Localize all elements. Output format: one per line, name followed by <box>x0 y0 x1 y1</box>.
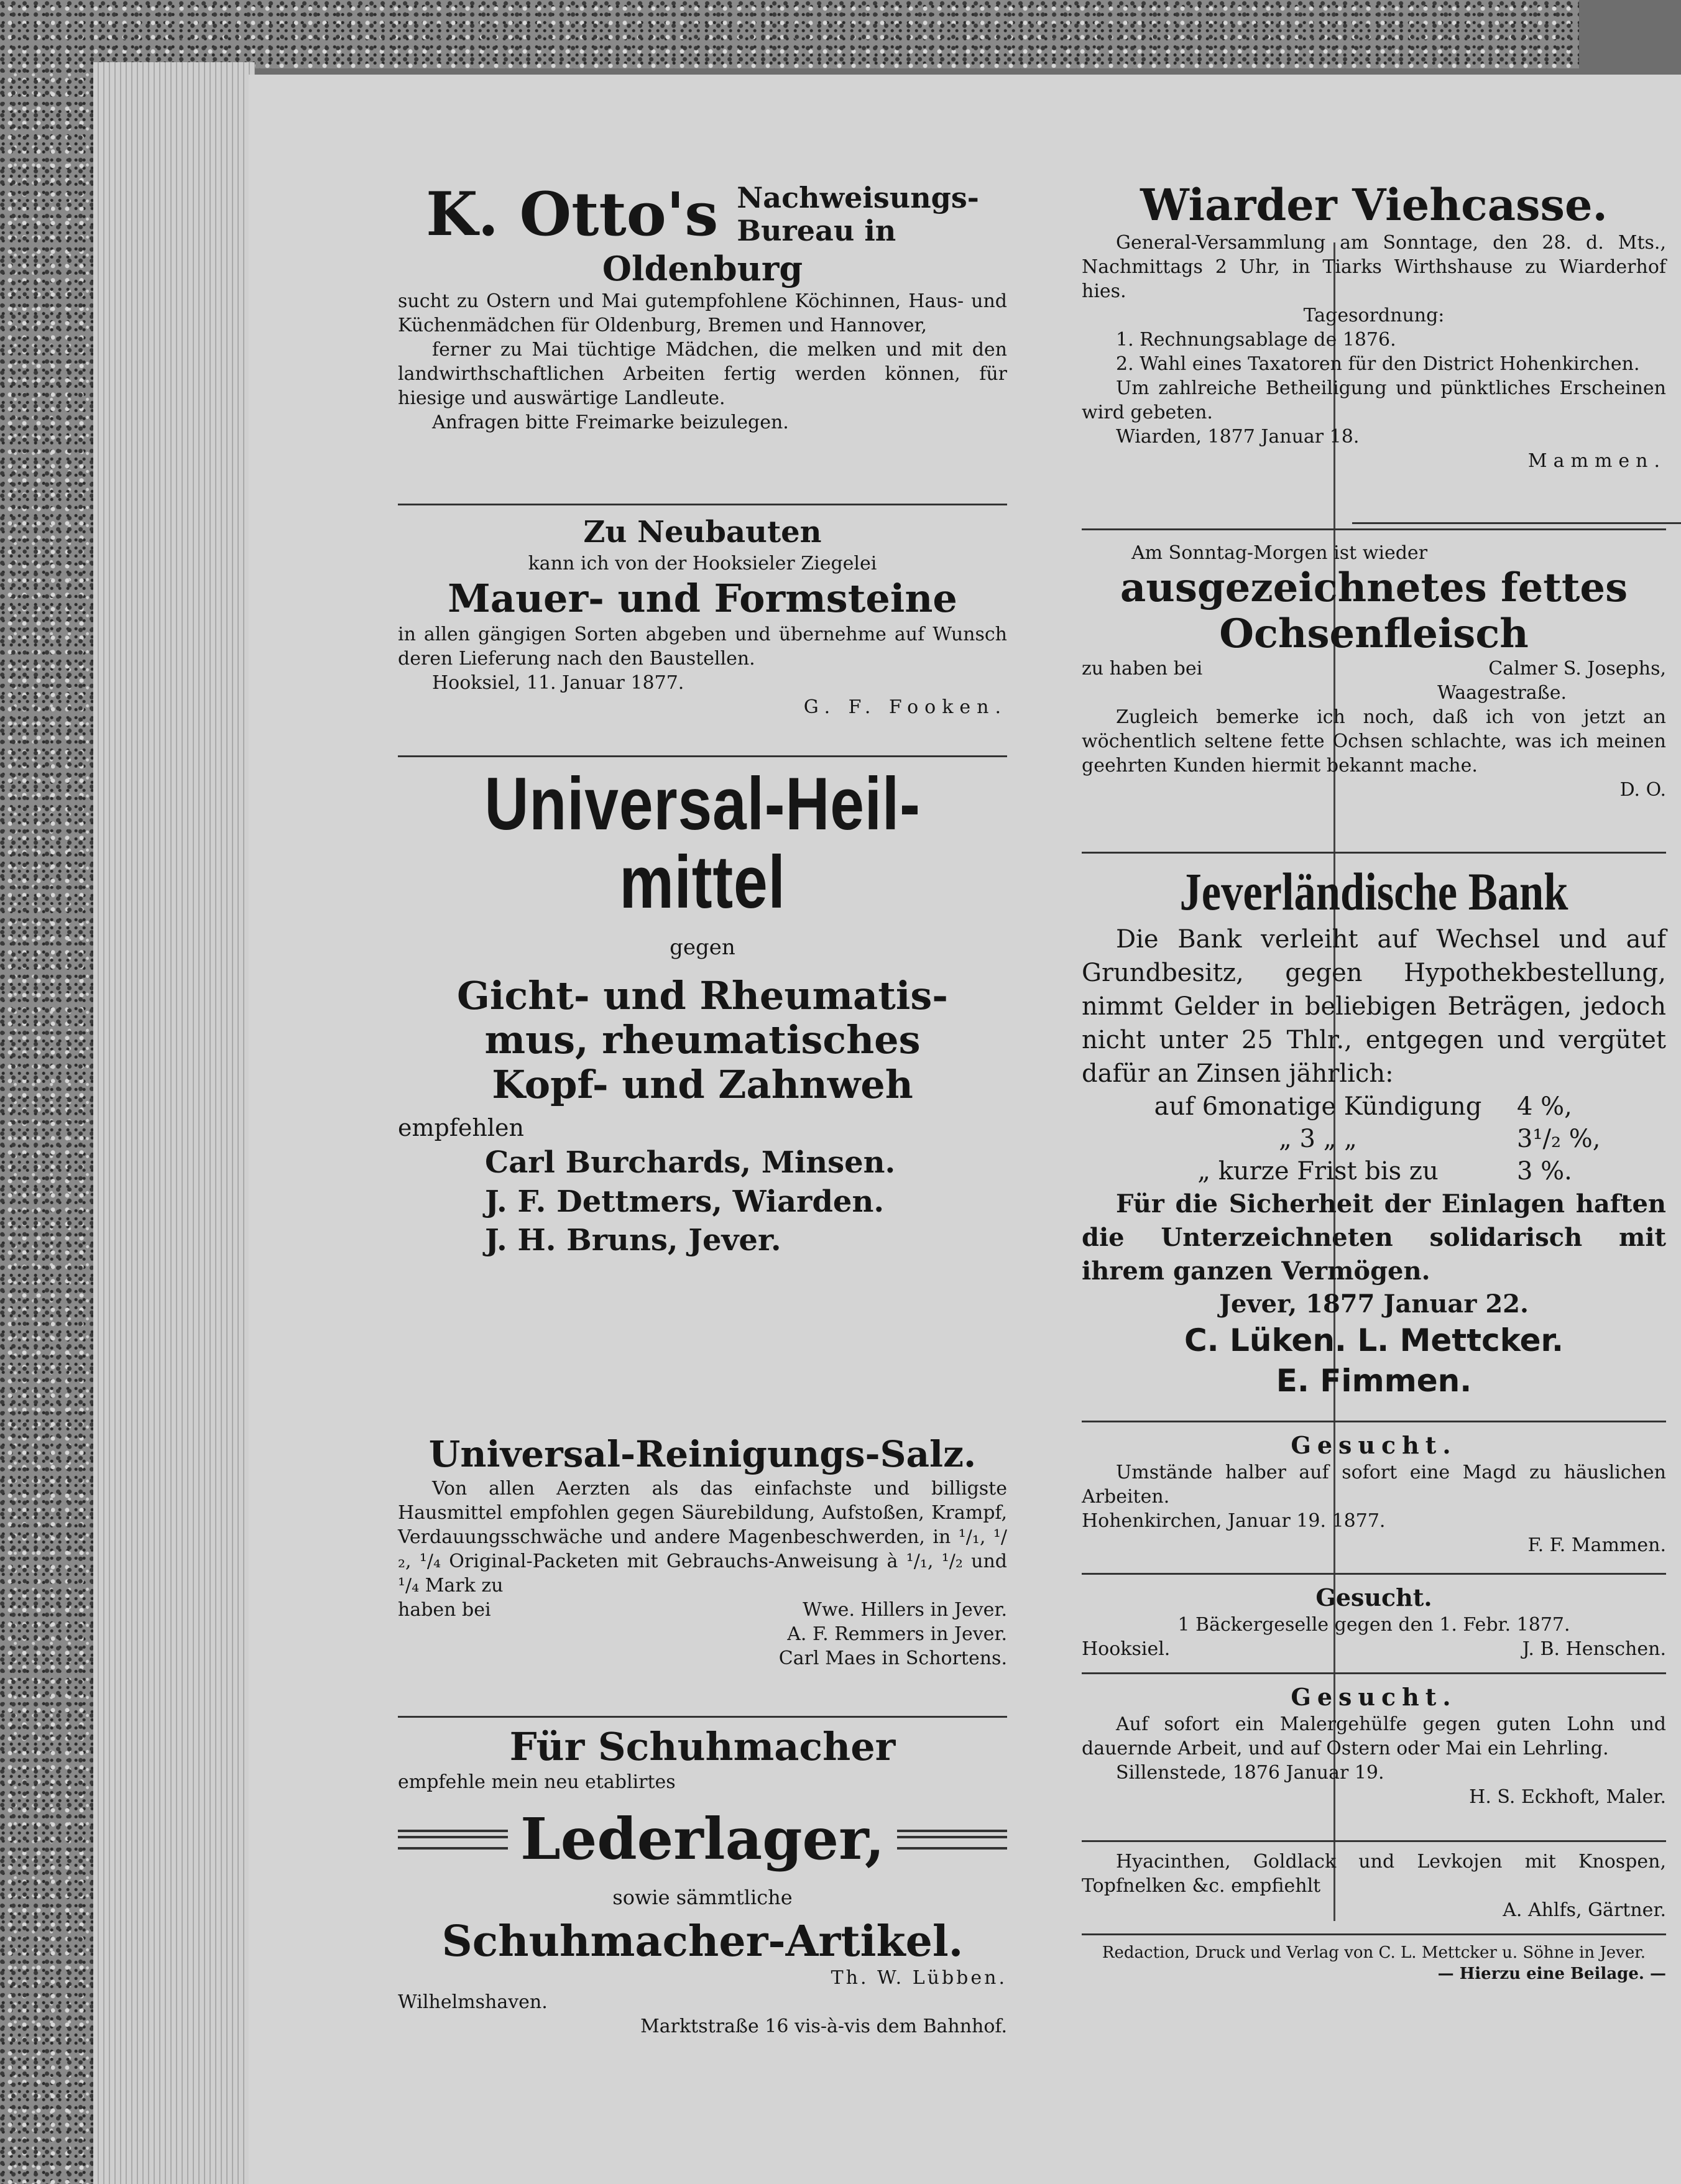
gesucht1-place: Hohenkirchen, Januar 19. 1877. <box>1082 1510 1386 1532</box>
heilmittel-title1: Universal-Heil- <box>484 762 921 845</box>
bank-rate2: 3¹/₂ %, <box>1517 1124 1601 1153</box>
gesucht3-body: Auf sofort ein Malergehülfe gegen guten Lohn und dauernde Arbeit, und auf Ostern oder Mai ein Lehrling. <box>1082 1713 1666 1760</box>
gesucht1-block <box>1082 1430 1666 1575</box>
bank-block <box>1082 861 1666 1422</box>
schuh-right-rules <box>897 1830 1007 1850</box>
neubauten-intro: kann ich von der Hooksieler Ziegelei <box>528 553 877 575</box>
viehcasse-block <box>1082 180 1666 530</box>
imprint-line: Redaction, Druck und Verlag von C. L. Mettcker u. Söhne in Jever. <box>1102 1943 1646 1962</box>
bank-signers2: E. Fimmen. <box>1276 1362 1472 1399</box>
salz-title: Universal-Reinigungs-Salz. <box>428 1433 977 1475</box>
bank-place: Jever, 1877 Januar 22. <box>1219 1289 1529 1319</box>
bank-signers1: C. Lüken. L. Mettcker. <box>1184 1322 1564 1358</box>
gaertner-block <box>1082 1850 1666 1935</box>
otto-side2: Bureau in <box>737 214 896 248</box>
viehcasse-item1: 1. Rechnungsablage de 1876. <box>1116 328 1396 351</box>
imprint-beilage: — Hierzu eine Beilage. — <box>1437 1964 1666 1983</box>
neubauten-place: Hooksiel, 11. Januar 1877. <box>432 671 684 694</box>
schuh-title: Für Schuhmacher <box>509 1724 896 1769</box>
salz-body: Von allen Aerzten als das einfachste und billigste Hausmittel empfohlen gegen Säurebildung, Aufstoßen, Krampf, Verdauungsschwäche und andere Magenbeschwerden, in ¹/₁, ¹/₂, ¹/₄ Original-Packeten mit Gebrauchs-Anweisung à ¹/₁, ¹/₂ und ¹/₄ Mark zu <box>398 1477 1007 1597</box>
salz-haben: haben bei <box>398 1598 491 1621</box>
otto-name: K. Otto's <box>426 179 719 249</box>
viehcasse-signature: Mammen. <box>1527 449 1666 472</box>
heilmittel-seller1: Carl Burchards, Minsen. <box>485 1145 896 1181</box>
imprint-block <box>1082 1943 1666 2005</box>
viehcasse-item2: 2. Wahl eines Taxatoren für den District Hohenkirchen. <box>1116 352 1640 375</box>
ad-otto-bureau <box>398 180 1007 505</box>
ad-schuhmacher <box>398 1716 1007 2097</box>
gesucht2-block <box>1082 1582 1666 1674</box>
schuh-lager: Lederlager, <box>520 1805 885 1873</box>
neubauten-body: in allen gängigen Sorten abgeben und übernehme auf Wunsch deren Lieferung nach den Baustellen. <box>398 623 1007 670</box>
ad-reinigungs-salz <box>398 1433 1007 1707</box>
gesucht2-title: Gesucht. <box>1315 1583 1432 1611</box>
viehcasse-appeal: Um zahlreiche Betheiligung und pünktliches Erscheinen wird gebeten. <box>1082 377 1666 423</box>
viehcasse-agenda-title: Tagesordnung: <box>1303 304 1445 326</box>
otto-side1: Nachweisungs- <box>737 181 979 215</box>
neubauten-signature: G. F. Fooken. <box>803 696 1007 718</box>
gesucht1-body: Umstände halber auf sofort eine Magd zu häuslichen Arbeiten. <box>1082 1462 1666 1508</box>
bank-body: Die Bank verleiht auf Wechsel und auf Grundbesitz, gegen Hypothekbestellung, nimmt Gelder in beliebigen Beträgen, jedoch nicht unter 25 Thlr., entgegen und vergütet dafür an Zinsen jährlich: <box>1082 924 1666 1088</box>
viehcasse-title: Wiarder Viehcasse. <box>1140 179 1608 231</box>
gesucht3-place: Sillenstede, 1876 Januar 19. <box>1116 1762 1384 1784</box>
ad-heilmittel <box>398 762 1007 1417</box>
otto-paragraph1: sucht zu Ostern und Mai gutempfohlene Köchinnen, Haus- und Küchenmädchen für Oldenburg, Bremen und Hannover, <box>398 290 1007 337</box>
ochsen-body: Zugleich bemerke ich noch, daß ich von jetzt an wöchentlich seltene fette Ochsen schlachte, was ich meinen geehrten Kunden hiermit bekannt mache. <box>1082 706 1666 777</box>
gesucht2-place: Hooksiel. <box>1082 1638 1171 1661</box>
ad-neubauten <box>398 513 1007 757</box>
heilmittel-sub3: Kopf- und Zahnweh <box>492 1061 913 1107</box>
otto-paragraph2: ferner zu Mai tüchtige Mädchen, die melken und mit den landwirthschaftlichen Arbeiten fertig werden können, für hiesige und auswärtige Landleute. <box>398 339 1007 410</box>
viehcasse-place: Wiarden, 1877 Januar 18. <box>1116 425 1360 448</box>
schuh-intro: empfehle mein neu etablirtes <box>398 1771 676 1794</box>
otto-paragraph3: Anfragen bitte Freimarke beizulegen. <box>432 412 789 434</box>
gesucht1-signature: F. F. Mammen. <box>1527 1534 1666 1557</box>
neubauten-heading: Zu Neubauten <box>583 515 822 550</box>
ochsen-block <box>1082 541 1666 854</box>
heilmittel-gegen: gegen <box>670 935 735 960</box>
bank-rate1-row <box>1082 1090 1666 1123</box>
viehcasse-body: General-Versammlung am Sonntage, den 28. d. Mts., Nachmittags 2 Uhr, in Tiarks Wirthshause zu Wiarderhof hies. <box>1082 231 1666 302</box>
salz-seller3: Carl Maes in Schortens. <box>778 1647 1007 1669</box>
page-stack-edges <box>93 62 255 2184</box>
schuh-sowie: sowie sämmtliche <box>612 1886 793 1910</box>
bank-title: Jeverländische Bank <box>1179 862 1568 921</box>
ochsen-street: Waagestraße. <box>1437 682 1567 704</box>
gesucht3-title: Gesucht. <box>1291 1683 1457 1711</box>
heilmittel-title2: mittel <box>619 841 786 924</box>
bank-rate3-label: „ kurze Frist bis zu <box>1197 1156 1439 1186</box>
ochsen-signature: D. O. <box>1619 779 1666 801</box>
salz-seller1: Wwe. Hillers in Jever. <box>803 1598 1007 1621</box>
ochsen-intro: Am Sonntag-Morgen ist wieder <box>1131 542 1428 564</box>
gesucht3-block <box>1082 1682 1666 1842</box>
heilmittel-empfehlen: empfehlen <box>398 1114 524 1142</box>
bank-rate1-label: auf 6monatige Kündigung <box>1154 1092 1482 1121</box>
heilmittel-seller2: J. F. Dettmers, Wiarden. <box>485 1184 885 1219</box>
schuh-signature: Th. W. Lübben. <box>831 1966 1007 1989</box>
bank-rate3: 3 %. <box>1517 1156 1572 1186</box>
ochsen-title1: ausgezeichnetes fettes <box>1120 564 1628 611</box>
ochsen-haben: zu haben bei <box>1082 658 1203 680</box>
bank-rate2-row <box>1082 1123 1666 1155</box>
gaertner-body: Hyacinthen, Goldlack und Levkojen mit Knospen, Topfnelken &c. empfiehlt <box>1082 1851 1666 1897</box>
bank-guarantee: Für die Sicherheit der Einlagen haften die Unterzeichneten solidarisch mit ihrem ganzen Vermögen. <box>1082 1189 1666 1286</box>
gaertner-signature: A. Ahlfs, Gärtner. <box>1503 1899 1666 1921</box>
marbled-top-edge <box>0 0 1579 68</box>
otto-city: Oldenburg <box>602 249 803 289</box>
heilmittel-seller3: J. H. Bruns, Jever. <box>485 1223 781 1258</box>
bank-rate3-row <box>1082 1155 1666 1187</box>
schuh-left-rules <box>398 1830 508 1850</box>
heilmittel-sub2: mus, rheumatisches <box>484 1017 921 1063</box>
gesucht2-body: 1 Bäckergeselle gegen den 1. Febr. 1877. <box>1177 1614 1570 1636</box>
marbled-book-edge <box>0 0 99 2184</box>
ochsen-seller: Calmer S. Josephs, <box>1488 658 1666 680</box>
ochsen-title2: Ochsenfleisch <box>1219 610 1529 657</box>
schuh-address: Marktstraße 16 vis-à-vis dem Bahnhof. <box>640 2015 1007 2037</box>
salz-seller2: A. F. Remmers in Jever. <box>787 1623 1007 1645</box>
schuh-town: Wilhelmshaven. <box>398 1991 548 2013</box>
gesucht2-signature: J. B. Henschen. <box>1522 1638 1666 1661</box>
bank-rate2-label: „ 3 „ „ <box>1279 1124 1357 1153</box>
bank-rate1: 4 %, <box>1517 1092 1572 1121</box>
gesucht1-title: Gesucht. <box>1291 1431 1457 1459</box>
gesucht3-signature: H. S. Eckhoft, Maler. <box>1469 1786 1666 1808</box>
schuh-artikel: Schuhmacher-Artikel. <box>441 1916 964 1966</box>
neubauten-title: Mauer- und Formsteine <box>448 576 957 622</box>
heilmittel-sub1: Gicht- und Rheumatis- <box>456 973 949 1019</box>
